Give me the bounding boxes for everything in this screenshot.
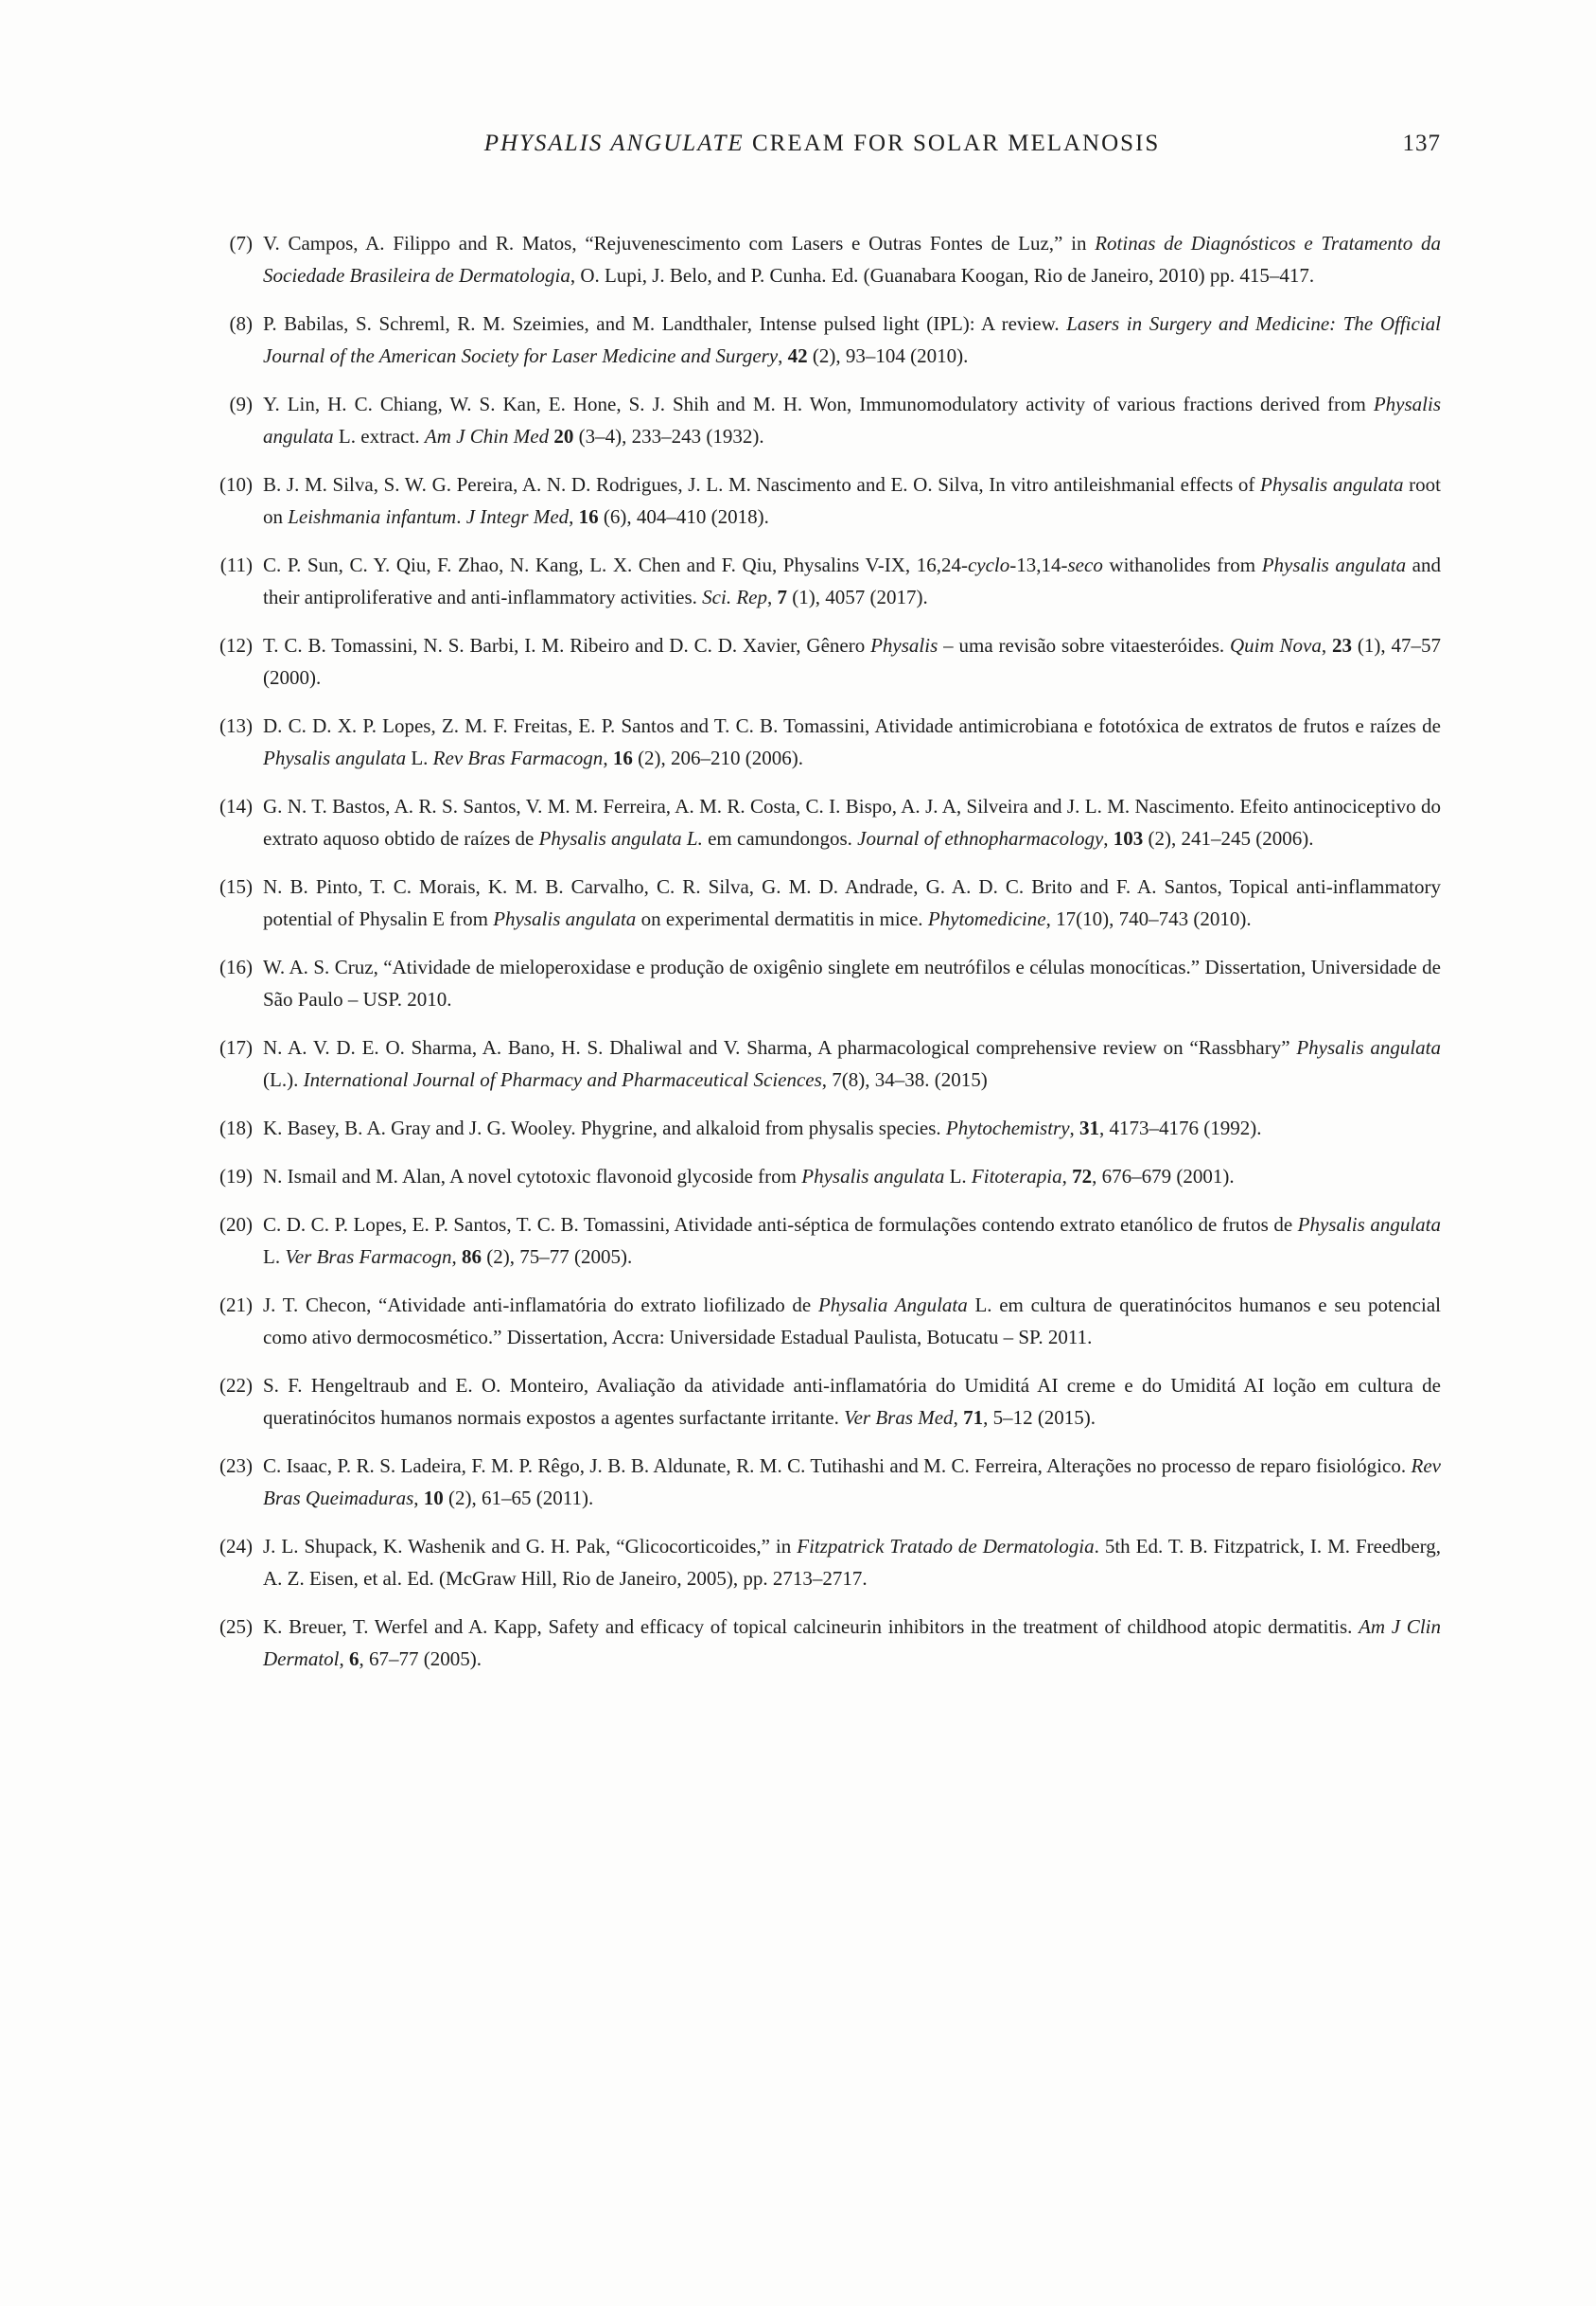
paper-title-italic-part: PHYSALIS ANGULATE [483, 131, 745, 156]
reference-text: N. A. V. D. E. O. Sharma, A. Bano, H. S. Dhaliwal and V. Sharma, A pharmacological comprehensive review on “Rassbhary” Physalis angulata (L.). International Journal of Pharmacy and Pharmaceutical Sciences, 7(8), 34–38. (2015) [263, 1036, 1441, 1091]
reference-item [203, 1369, 1441, 1434]
reference-text: N. B. Pinto, T. C. Morais, K. M. B. Carvalho, C. R. Silva, G. M. D. Andrade, G. A. D. C. Brito and F. A. Santos, Topical anti-inflammatory potential of Physalin E from Physalis angulata on experimental dermatitis in mice. Phytomedicine, 17(10), 740–743 (2010). [263, 875, 1441, 930]
reference-number: (7) [229, 232, 253, 255]
reference-item [203, 227, 1441, 291]
reference-number: (14) [219, 795, 253, 818]
reference-text: G. N. T. Bastos, A. R. S. Santos, V. M. M. Ferreira, A. M. R. Costa, C. I. Bispo, A. J. A, Silveira and J. L. M. Nascimento. Efeito antinociceptivo do extrato aquoso obtido de raízes de Physalis angulata L. em camundongos. Journal of ethnopharmacology, 103 (2), 241–245 (2006). [263, 795, 1441, 850]
reference-text: T. C. B. Tomassini, N. S. Barbi, I. M. Ribeiro and D. C. D. Xavier, Gênero Physalis – uma revisão sobre vitaesteróides. Quim Nova, 23 (1), 47–57 (2000). [263, 634, 1442, 689]
paper-title [203, 131, 1441, 157]
reference-item [203, 1530, 1441, 1594]
reference-text: C. D. C. P. Lopes, E. P. Santos, T. C. B. Tomassini, Atividade anti-séptica de formulações contendo extrato etanólico de frutos de Physalis angulata L. Ver Bras Farmacogn, 86 (2), 75–77 (2005). [263, 1213, 1441, 1268]
reference-text: W. A. S. Cruz, “Atividade de mieloperoxidase e produção de oxigênio singlete em neutrófilos e células monocíticas.” Dissertation, Universidade de São Paulo – USP. 2010. [263, 956, 1441, 1011]
reference-item [203, 549, 1441, 613]
reference-number: (17) [219, 1036, 253, 1059]
reference-item [203, 1160, 1441, 1192]
reference-item [203, 388, 1441, 452]
reference-number: (9) [229, 393, 253, 415]
page-header [203, 131, 1441, 157]
reference-item [203, 951, 1441, 1015]
reference-text: C. Isaac, P. R. S. Ladeira, F. M. P. Rêgo, J. B. B. Aldunate, R. M. C. Tutihashi and M. C. Ferreira, Alterações no processo de reparo fisiológico. Rev Bras Queimaduras, 10 (2), 61–65 (2011). [263, 1454, 1441, 1509]
reference-item [203, 710, 1441, 774]
reference-number: (23) [219, 1454, 253, 1477]
paper-title-roman-part: CREAM FOR SOLAR MELANOSIS [744, 131, 1161, 156]
reference-text: J. T. Checon, “Atividade anti-inflamatória do extrato liofilizado de Physalia Angulata L. em cultura de queratinócitos humanos e seu potencial como ativo dermocosmético.” Dissertation, Accra: Universidade Estadual Paulista, Botucatu – SP. 2011. [263, 1294, 1441, 1348]
reference-text: B. J. M. Silva, S. W. G. Pereira, A. N. D. Rodrigues, J. L. M. Nascimento and E. O. Silva, In vitro antileishmanial effects of Physalis angulata root on Leishmania infantum. J Integr Med, 16 (6), 404–410 (2018). [263, 473, 1442, 528]
reference-number: (21) [219, 1294, 253, 1316]
reference-number: (12) [219, 634, 253, 657]
reference-text: V. Campos, A. Filippo and R. Matos, “Rejuvenescimento com Lasers e Outras Fontes de Luz,” in Rotinas de Diagnósticos e Tratamento da Sociedade Brasileira de Dermatologia, O. Lupi, J. Belo, and P. Cunha. Ed. (Guanabara Koogan, Rio de Janeiro, 2010) pp. 415–417. [263, 232, 1441, 287]
reference-item [203, 1611, 1441, 1675]
reference-text: Y. Lin, H. C. Chiang, W. S. Kan, E. Hone, S. J. Shih and M. H. Won, Immunomodulatory activity of various fractions derived from Physalis angulata L. extract. Am J Chin Med 20 (3–4), 233–243 (1932). [263, 393, 1441, 448]
reference-item [203, 308, 1441, 372]
reference-text: S. F. Hengeltraub and E. O. Monteiro, Avaliação da atividade anti-inflamatória do Umiditá AI creme e do Umiditá AI loção em cultura de queratinócitos humanos normais expostos a agentes surfactante irritante. Ver Bras Med, 71, 5–12 (2015). [263, 1374, 1441, 1429]
reference-number: (25) [219, 1615, 253, 1638]
page-number: 137 [1402, 131, 1441, 156]
reference-number: (18) [219, 1117, 253, 1139]
reference-text: K. Basey, B. A. Gray and J. G. Wooley. Phygrine, and alkaloid from physalis species. Phytochemistry, 31, 4173–4176 (1992). [263, 1117, 1262, 1139]
reference-number: (10) [219, 473, 253, 496]
reference-text: C. P. Sun, C. Y. Qiu, F. Zhao, N. Kang, L. X. Chen and F. Qiu, Physalins V-IX, 16,24-cyclo-13,14-seco withanolides from Physalis angulata and their antiproliferative and anti-inflammatory activities. Sci. Rep, 7 (1), 4057 (2017). [263, 554, 1441, 608]
reference-item [203, 1031, 1441, 1096]
reference-item [203, 629, 1441, 694]
reference-item [203, 790, 1441, 854]
reference-text: P. Babilas, S. Schreml, R. M. Szeimies, and M. Landthaler, Intense pulsed light (IPL): A review. Lasers in Surgery and Medicine: The Official Journal of the American Society for Laser Medicine and Surgery, 42 (2), 93–104 (2010). [263, 312, 1441, 367]
reference-item [203, 1208, 1441, 1273]
reference-item [203, 468, 1441, 533]
reference-number: (24) [219, 1535, 253, 1558]
reference-text: D. C. D. X. P. Lopes, Z. M. F. Freitas, E. P. Santos and T. C. B. Tomassini, Atividade antimicrobiana e fototóxica de extratos de frutos e raízes de Physalis angulata L. Rev Bras Farmacogn, 16 (2), 206–210 (2006). [263, 714, 1441, 769]
reference-text: N. Ismail and M. Alan, A novel cytotoxic flavonoid glycoside from Physalis angulata L. Fitoterapia, 72, 676–679 (2001). [263, 1165, 1235, 1188]
reference-number: (8) [229, 312, 253, 335]
reference-list [203, 227, 1441, 1675]
reference-number: (19) [219, 1165, 253, 1188]
reference-text: J. L. Shupack, K. Washenik and G. H. Pak, “Glicocorticoides,” in Fitzpatrick Tratado de Dermatologia. 5th Ed. T. B. Fitzpatrick, I. M. Freedberg, A. Z. Eisen, et al. Ed. (McGraw Hill, Rio de Janeiro, 2005), pp. 2713–2717. [263, 1535, 1442, 1590]
reference-item [203, 1450, 1441, 1514]
reference-number: (11) [219, 554, 253, 576]
reference-number: (15) [219, 875, 253, 898]
reference-number: (16) [219, 956, 253, 978]
reference-item [203, 871, 1441, 935]
reference-number: (13) [219, 714, 253, 737]
reference-number: (20) [219, 1213, 253, 1236]
reference-item [203, 1289, 1441, 1353]
reference-number: (22) [219, 1374, 253, 1397]
reference-item [203, 1112, 1441, 1144]
reference-text: K. Breuer, T. Werfel and A. Kapp, Safety and efficacy of topical calcineurin inhibitors in the treatment of childhood atopic dermatitis. Am J Clin Dermatol, 6, 67–77 (2005). [263, 1615, 1441, 1670]
